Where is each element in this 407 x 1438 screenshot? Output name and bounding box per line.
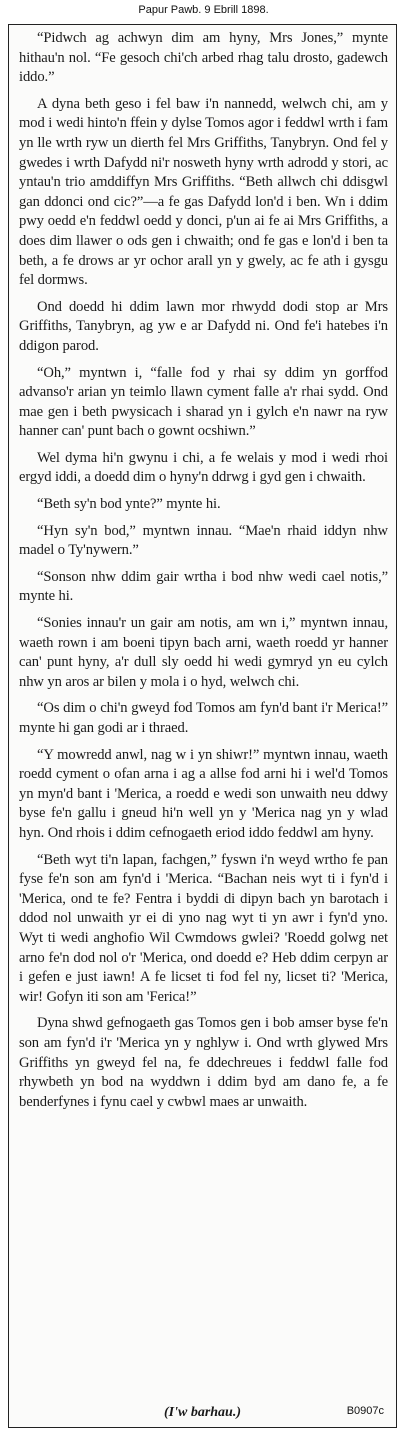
newspaper-clipping [8,24,397,1428]
paragraph: “Hyn sy'n bod,” myntwn innau. “Mae'n rhaid iddyn nhw madel o Ty'nywern.” [19,522,388,559]
paragraph: Dyna shwd gefnogaeth gas Tomos gen i bob amser byse fe'n son am fyn'd i'r 'Merica yn y nghlyw i. Ond wrth glywed Mrs Griffiths yn gweyd fel na, fe ddechreues i feddwl falle fod rhywbeth yn bod na wyddwn i ddim byd am dano fe, a fe benderfynes i fynu cael y cwbwl maes ar unwaith. [19,1015,388,1110]
paragraph: “Pidwch ag achwyn dim am hyny, Mrs Jones,” mynte hithau'n nol. “Fe gesoch chi'ch arbed rhag talu drosto, gadewch iddo.” [19,30,388,86]
clipping-caption: Papur Pawb. 9 Ebrill 1898. [138,4,269,16]
continuation-note: (I'w barhau.) [163,1405,242,1420]
paragraph: “Y mowredd anwl, nag w i yn shiwr!” myntwn innau, waeth roedd cyment o ofan arna i ag a allse fod arni hi i wel'd Tomos yn myn'd bant i 'Merica, a roedd e wedi son unwaith neu ddwy byse fe'n gallu i gneud hi'n well yn y 'Merica nag yn y wlad hyn. Ond rhois i ddim cefnogaeth eriod iddo feddwl am hyny. [19,746,388,841]
paragraph: Ond doedd hi ddim lawn mor rhwydd dodi stop ar Mrs Griffiths, Tanybryn, ag yw e ar Dafydd ni. Ond fe'i hatebes i'n ddigon parod. [19,298,388,354]
paragraph: “Beth wyt ti'n lapan, fachgen,” fyswn i'n weyd wrtho fe pan fyse fe'n son am fyn'd i 'Merica. “Bachan neis wyt ti i fyn'd i 'Merica, ond te fe? Fentra i byddi di dipyn bach yn barotach i ddod nol unwaith yr ei di yno nag wyt ti yn awr i fyn'd yno. Wyt ti wedi anghofio Wil Cwmdows gwlei? 'Roedd golwg net arno fe'n dod nol o'r 'Merica, ond doedd e? Heb ddim cerpyn ar i gefen e just iawn! A fe licset ti fod fel ny, licset ti? 'Merica, wir! Gofyn iti son am 'Ferica!” [19,851,388,1005]
paragraph: “Beth sy'n bod ynte?” mynte hi. [37,496,221,513]
paragraph: Wel dyma hi'n gwynu i chi, a fe welais y mod i wedi rhoi ergyd iddi, a doedd dim o hyny'n ddrwg i gyd gen i chwaith. [19,449,388,486]
reference-code: B0907c [346,1405,384,1417]
paragraph: “Os dim o chi'n gweyd fod Tomos am fyn'd bant i'r Merica!” mynte hi gan godi ar i thraed. [19,700,388,736]
paragraph: “Oh,” myntwn i, “falle fod y rhai sy ddim yn gorffod advanso'r arian yn teimlo llawn cyment falle a'r rhai sydd. Ond mae gen i beth pwysicach i sharad yn i gylch e'n nawr na ryw hanner can' punt bach o gownt ocshiwn.” [19,364,388,440]
paragraph: “Sonies innau'r un gair am notis, am wn i,” myntwn innau, waeth rown i am boeni tipyn bach arni, waeth roedd yr hanner can' punt hyny, a'r dull sly oedd hi wedi gymryd yn eu cylch nhw yn aros ar bilen y mola i o hyd, welwch chi. [19,615,388,690]
paragraph: A dyna beth geso i fel baw i'n nannedd, welwch chi, am y mod i wedi hinto'n ffein y dylse Tomos agor i feddwl wrth i fam yn lle wrth ryw un dierth fel Mrs Griffiths, Tanybryn. Ond fel y gwedes i wrth Dafydd ni'r nosweth hyny wrth adrodd y stori, ac yntau'n trio amddiffyn Mrs Griffiths. “Beth allwch chi ddisgwl gan ddonci ond cic?”—a fe gas Dafydd lon'd i ben. Wn i ddim pwy oedd e'n feddwl oedd y donci, p'un ai fe ai Mrs Griffiths, a does dim llawer o ods gen i chwaith; ond fe gas e lon'd i ben ta beth, a fe drows ar yr ochor arall yn y gwely, ac fe ath i gysgu fel dormws. [19,95,388,289]
article-column [19,29,388,1119]
paragraph: “Sonson nhw ddim gair wrtha i bod nhw wedi cael notis,” mynte hi. [19,568,388,605]
